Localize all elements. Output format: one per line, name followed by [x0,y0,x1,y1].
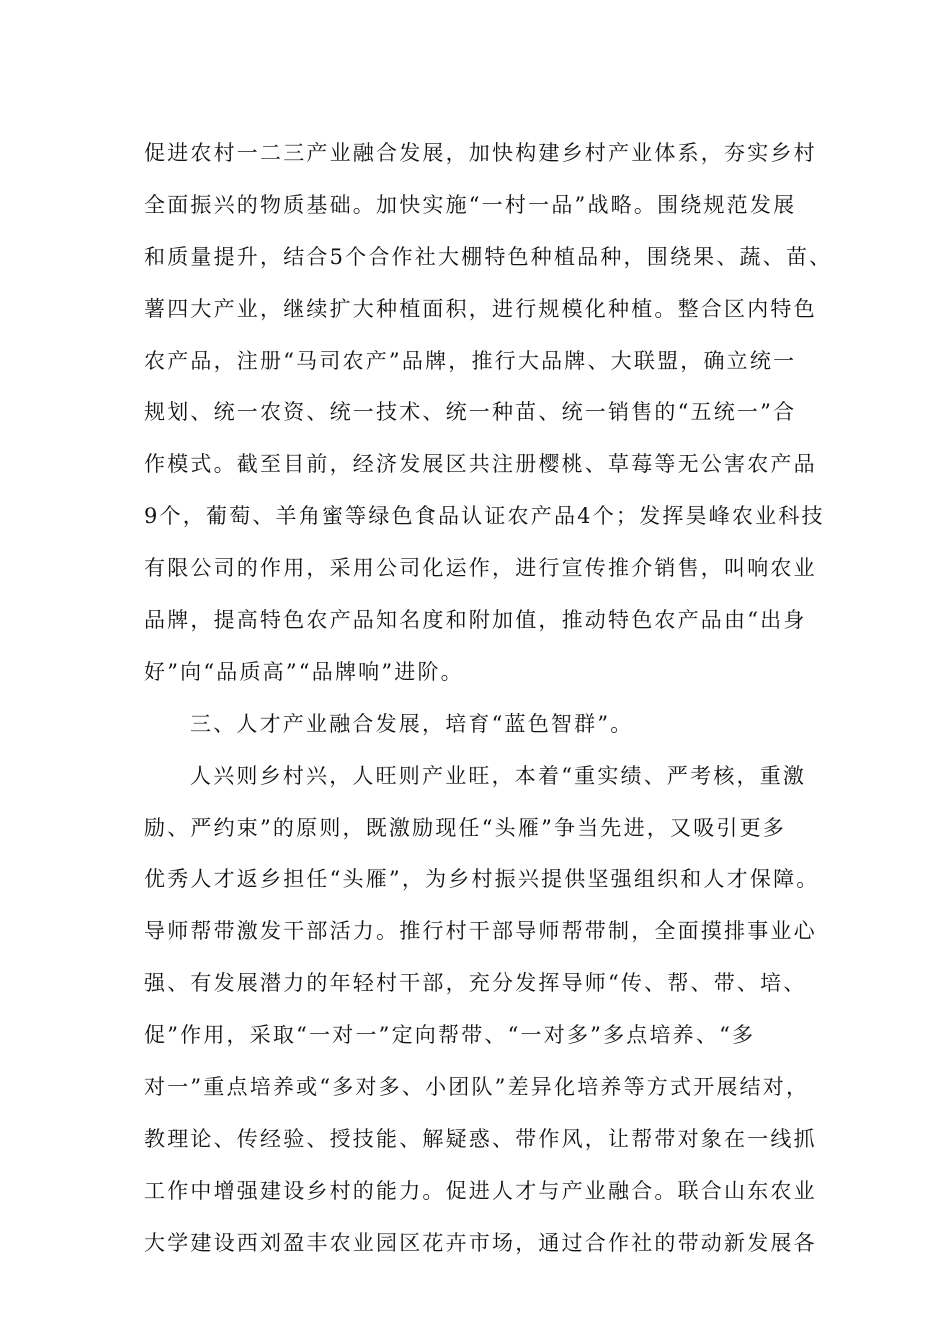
text-line: 9个，葡萄、羊角蜜等绿色食品认证农产品4个；发挥昊峰农业科技 [144,504,825,529]
text-line: 优秀人才返乡担任“头雁”，为乡村振兴提供坚强组织和人才保障。 [144,867,820,892]
text-line: 强、有发展潜力的年轻村干部，充分发挥导师“传、帮、带、培、 [144,971,807,996]
text-line: 教理论、传经验、授技能、解疑惑、带作风，让帮带对象在一线抓 [144,1126,817,1151]
text-line: 导师帮带激发干部活力。推行村干部导师帮带制，全面摸排事业心 [144,919,817,944]
text-line: 促进农村一二三产业融合发展，加快构建乡村产业体系，夯实乡村 [144,141,817,165]
text-line: 农产品，注册“马司农产”品牌，推行大品牌、大联盟，确立统一 [144,348,797,373]
body-text [144,128,833,1270]
text-line: 规划、统一农资、统一技术、统一种苗、统一销售的“五统一”合 [144,400,797,425]
text-line: 大学建设西刘盈丰农业园区花卉市场，通过合作社的带动新发展各 [144,1230,817,1255]
section-heading: 三、人才产业融合发展，培育“蓝色智群”。 [190,711,634,736]
text-line: 促”作用，采取“一对一”定向帮带、“一对多”多点培养、“多 [144,1023,756,1048]
text-line: 对一”重点培养或“多对多、小团队”差异化培养等方式开展结对， [144,1075,810,1100]
text-line: 全面振兴的物质基础。加快实施“一村一品”战略。围绕规范发展 [144,192,797,217]
text-line: 有限公司的作用，采用公司化运作，进行宣传推介销售，叫响农业 [144,556,817,581]
text-line: 品牌，提高特色农产品知名度和附加值，推动特色农产品由“出身 [144,608,807,633]
text-line: 和质量提升，结合5个合作社大棚特色种植品种，围绕果、蔬、苗、 [144,244,833,269]
text-line: 作模式。截至目前，经济发展区共注册樱桃、草莓等无公害农产品 [144,452,817,477]
paragraph-start-line: 人兴则乡村兴，人旺则产业旺，本着“重实绩、严考核，重激 [190,763,807,788]
text-line: 励、严约束”的原则，既激励现任“头雁”争当先进，又吸引更多 [144,815,787,840]
text-line: 薯四大产业，继续扩大种植面积，进行规模化种植。整合区内特色 [144,296,817,321]
text-line: 好”向“品质高”“品牌响”进阶。 [144,659,464,684]
text-line: 工作中增强建设乡村的能力。促进人才与产业融合。联合山东农业 [144,1178,817,1203]
